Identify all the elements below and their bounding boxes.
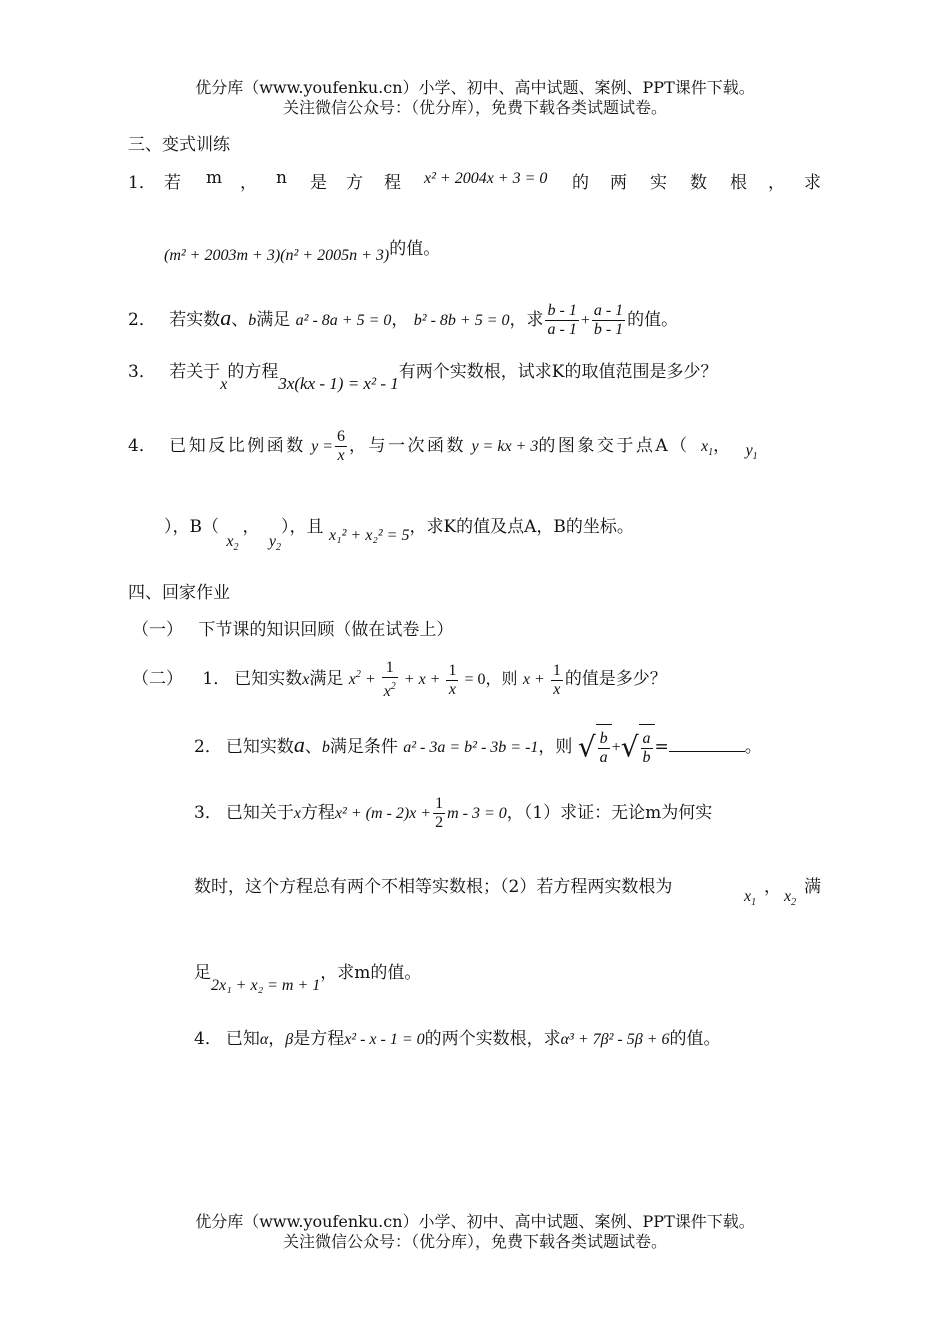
s3-q4-pre: 已知反比例函数 — [169, 436, 306, 456]
section-3-title: 三、变式训练 — [128, 135, 230, 155]
s4-p2-q3-line2-end: 满 — [804, 877, 821, 897]
s4-p2-q4-comma: ， — [268, 1029, 286, 1049]
s3-q1-word: 两 — [610, 173, 627, 193]
s3-q1-equation: x² + 2004x + 3 = 0 — [424, 170, 548, 187]
s4-p2-q3-line2-comma: ， — [764, 877, 781, 897]
s3-q2-mid: 满足 — [256, 310, 291, 330]
s3-q2-frac1-num: b - 1 — [547, 302, 577, 319]
s3-q4-x2: $x_2$ — [226, 533, 239, 553]
s3-q4-f2: y = kx + 3 — [471, 438, 539, 455]
s3-q3-equation: 3x(kx - 1) = x² - 1 — [278, 374, 399, 393]
s4-p2-q2-end: 。 — [744, 737, 762, 757]
s4-part1-label: （一） — [132, 620, 183, 640]
s4-part1-text: 下节课的知识回顾（做在试卷上） — [198, 620, 454, 640]
s3-q4-mid: ，与一次函数 — [349, 436, 467, 456]
s4-p2-q3-var: x — [293, 805, 301, 822]
s4-p2-q4-beta: β — [285, 1031, 294, 1048]
s4-p2-q3-line3-pre: 足 — [194, 963, 211, 983]
s4-p2-q4-mid: 是方程 — [293, 1029, 345, 1049]
s4-p2-q1-equation: $x^2$ + $\frac{1}{x^2}$ + x + $\frac{1}{x}$ — [348, 659, 457, 701]
s4-p2-q1 — [132, 652, 667, 702]
s4-p2-q3-x2: $x_2$ — [784, 888, 797, 908]
s3-q4-x1: $x_1$ — [701, 438, 714, 458]
s4-p2-q3-number: 3． — [194, 803, 222, 823]
s4-p2-q2-sep: 、 — [304, 737, 322, 757]
s3-q4-line2-mid: ），且 — [281, 517, 324, 537]
s3-q3-var: x — [220, 376, 228, 393]
s4-p2-q1-pre: 已知实数 — [234, 669, 303, 689]
s3-q2-frac2-num: a - 1 — [593, 302, 624, 319]
s3-q1-word: ， — [768, 173, 785, 193]
s3-q1-word: 数 — [690, 173, 707, 193]
s4-p2-q3-line1 — [194, 790, 712, 840]
s3-q3-end: 有两个实数根，试求K的取值范围是多少？ — [398, 362, 718, 382]
s4-part1 — [132, 615, 453, 640]
s4-p2-q4-pre: 已知 — [225, 1029, 260, 1049]
s4-p2-q2-var-b: b — [321, 739, 330, 756]
s4-p2-q4-end: 的值。 — [669, 1029, 721, 1049]
s3-q1-word: 是 — [310, 173, 327, 193]
s4-p2-q2-sqrt-2: √ $\frac{a}{b}$ — [621, 724, 655, 771]
s3-q1-word: 程 — [384, 173, 401, 193]
s4-p2-q3-eq-a: x² + (m - 2)x + — [334, 805, 432, 822]
s3-q4-comma: ， — [713, 436, 731, 456]
s3-q4-condition: x₁² + x₂² = 5 — [328, 527, 410, 544]
header-line-1: 优分库（www.youfenku.cn）小学、初中、高中试题、案例、PPT课件下载。 — [195, 78, 755, 97]
s3-q2-eq1: a² - 8a + 5 = 0 — [295, 312, 392, 329]
s4-p2-q2-sqrt-1: √ $\frac{b}{a}$ — [578, 724, 612, 771]
s3-q3 — [128, 357, 718, 393]
s3-q1-word: 的 — [572, 173, 589, 193]
s4-p2-q1-number: 1． — [202, 669, 231, 689]
s3-q2-eq2: b² - 8b + 5 = 0 — [413, 312, 510, 329]
s3-q2-var-a: a — [220, 305, 232, 330]
s3-q2-fraction-2 — [592, 302, 625, 339]
s3-q2-frac2-den: b - 1 — [593, 321, 624, 338]
s4-p2-q3-mid: 方程 — [300, 803, 335, 823]
s3-q4-line2-pre: ），B（ — [164, 517, 219, 537]
s4-p2-q3-end1: ，（1）求证：无论m为何实 — [506, 803, 713, 823]
s3-q4-y1: $y_1$ — [745, 442, 758, 462]
s3-q4-f1-num: 6 — [337, 428, 346, 445]
s4-p2-q4-mid2: 的两个实数根，求 — [424, 1029, 561, 1049]
s4-p2-q1-var: x — [302, 671, 310, 688]
s3-q1-word: 若 — [164, 173, 181, 193]
s3-q2-pre: 若实数 — [169, 310, 221, 330]
s3-q1-word: 求 — [804, 173, 821, 193]
s3-q4-line1 — [128, 424, 758, 472]
s3-q4-f1-lhs: y = — [311, 438, 334, 455]
s4-p2-q2-mid: 满足条件 — [329, 737, 398, 757]
s3-q4-y2: $y_2$ — [268, 533, 282, 553]
s3-q1-word: 方 — [346, 173, 363, 193]
s4-p2-q3-x1: $x_1$ — [744, 888, 757, 908]
s3-q2-frac1-den: a - 1 — [547, 321, 577, 338]
s3-q3-mid: 的方程 — [227, 362, 279, 382]
footer-line-2: 关注微信公众号：（优分库），免费下载各类试题试卷。 — [282, 1232, 667, 1251]
s3-q1-expression: (m² + 2003m + 3)(n² + 2005n + 3) — [164, 247, 390, 264]
s3-q2-ask: ，求 — [509, 310, 544, 330]
s3-q4-f1-fraction — [335, 428, 347, 465]
s4-p2-q1-end1: = 0，则 — [464, 671, 518, 688]
s3-q1-word: 实 — [650, 173, 667, 193]
s3-q4-end: ，求K的值及点A，B的坐标。 — [409, 517, 634, 537]
s4-p2-q4-expression: α³ + 7β² - 5β + 6 — [560, 1031, 670, 1048]
s4-p2-q4 — [194, 1024, 721, 1049]
s4-p2-q2-number: 2． — [194, 737, 222, 757]
s4-p2-q4-equation: x² - x - 1 = 0 — [344, 1031, 425, 1048]
s4-p2-q4-alpha: α — [259, 1031, 269, 1048]
section-4-title: 四、回家作业 — [128, 583, 230, 603]
s3-q2-end: 的值。 — [627, 310, 679, 330]
s3-q2-plus: + — [580, 312, 590, 329]
s4-p2-q3-line3-end: ，求m的值。 — [320, 963, 422, 983]
s4-p2-q2-pre: 已知实数 — [225, 737, 294, 757]
s4-p2-q3-line3-eq: 2x₁ + x₂ = m + 1 — [211, 977, 321, 994]
s4-p2-q2-var-a: a — [293, 732, 305, 757]
s3-q2-var-b: b — [248, 312, 257, 329]
s4-p2-q2: 2． 已知实数a、b满足条件 a² - 3a = b² - 3b = -1，则 √ $\frac{b}{a}$ +√ $\frac{a}{b}$ = 。 — [194, 722, 762, 772]
s3-q4-mid2: 的图象交于点A（ — [538, 436, 690, 456]
s3-q2-number: 2． — [128, 310, 156, 330]
s3-q4-line2 — [164, 512, 634, 553]
s4-p2-q1-mid: 满足 — [309, 669, 344, 689]
s4-p2-q3-half: $\frac{1}{2}$ — [435, 795, 444, 831]
s4-p2-q3-line3 — [194, 958, 422, 994]
s3-q1-number: 1． — [128, 173, 156, 193]
s4-p2-q2-eqsign: = — [654, 737, 669, 757]
s3-q1-word: m — [206, 168, 223, 188]
s3-q1-end: 的值。 — [389, 239, 441, 259]
s4-p2-q3-eq-b: m - 3 = 0 — [447, 805, 507, 822]
s3-q4-line2-comma: ， — [242, 517, 260, 537]
s3-q2-comma: ， — [391, 310, 409, 330]
header-line-2: 关注微信公众号：（优分库），免费下载各类试题试卷。 — [282, 98, 667, 117]
s3-q1-line2 — [164, 234, 441, 264]
s4-p2-q2-equation: a² - 3a = b² - 3b = -1 — [403, 739, 539, 756]
s4-p2-q1-end2: 的值是多少？ — [564, 669, 667, 689]
s4-p2-q3-pre: 已知关于 — [225, 803, 294, 823]
s4-p2-q3-line2 — [194, 872, 822, 908]
s3-q1-word: 根 — [730, 173, 747, 193]
s3-q2-sep: 、 — [231, 310, 249, 330]
s3-q4-number: 4． — [128, 436, 156, 456]
s3-q4-f1-den: x — [337, 447, 345, 464]
s3-q2-fraction-1 — [545, 302, 578, 339]
s3-q1-word: ， — [240, 173, 257, 193]
s4-p2-q4-number: 4． — [194, 1029, 222, 1049]
s3-q3-pre: 若关于 — [169, 362, 221, 382]
s3-q3-number: 3． — [128, 362, 156, 382]
s4-part2-label: （二） — [132, 669, 183, 689]
footer-line-1: 优分库（www.youfenku.cn）小学、初中、高中试题、案例、PPT课件下载。 — [195, 1212, 755, 1231]
s4-p2-q1-expr: x + $\frac{1}{x}$ — [522, 661, 561, 698]
s3-q1-line1 — [128, 168, 822, 192]
s4-p2-q3-line2-text: 数时，这个方程总有两个不相等实数根；（2）若方程两实数根为 — [194, 877, 673, 897]
s4-p2-q2-then: ，则 — [538, 737, 573, 757]
s4-p2-q2-answer-blank[interactable] — [669, 737, 745, 752]
s3-q1-word: n — [276, 168, 287, 188]
s3-q2 — [128, 296, 678, 340]
